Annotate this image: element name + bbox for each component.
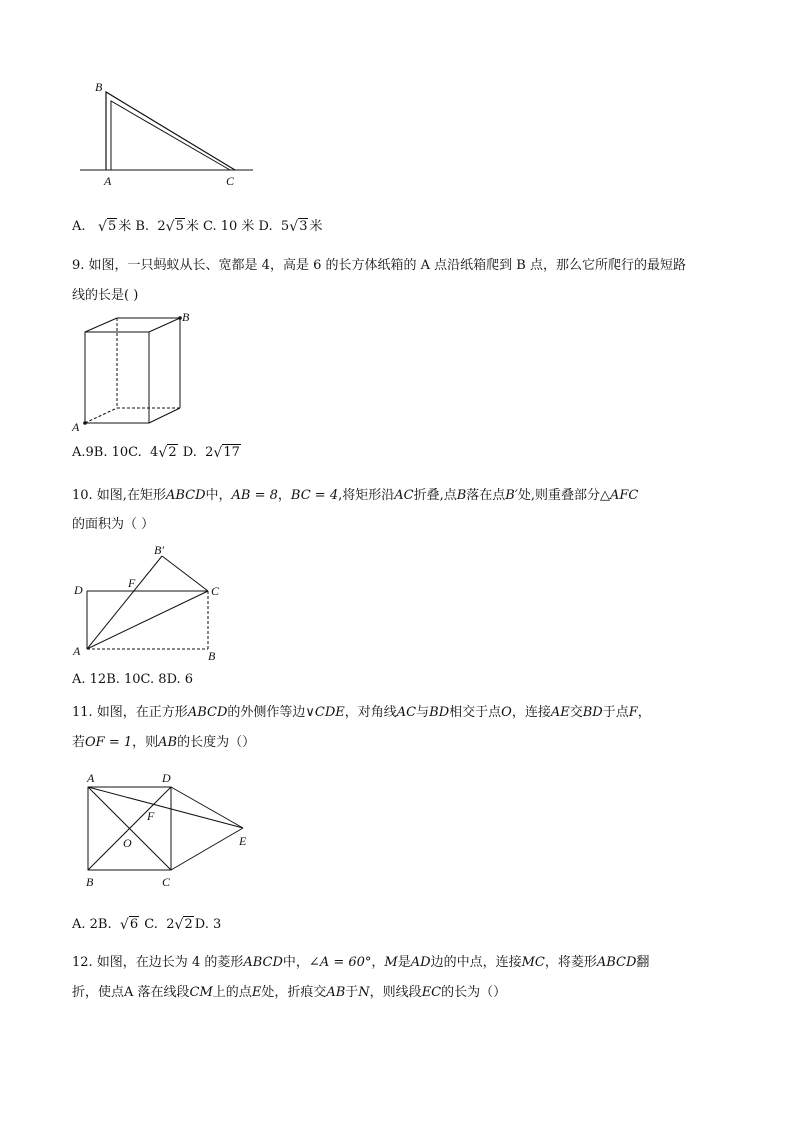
box-top-left <box>85 318 117 332</box>
q9-line1: 9. 如图，一只蚂蚁从长、宽都是 4，高是 6 的长方体纸箱的 A 点沿纸箱爬到 B 点，那么它所爬行的最短路 <box>72 258 686 273</box>
label-O: O <box>123 836 132 850</box>
label-B: B <box>86 875 94 889</box>
label-B: B <box>208 649 216 663</box>
seg-DE <box>171 787 243 828</box>
q11-line2: 若OF = 1，则AB的长度为（） <box>72 735 256 750</box>
figure-box <box>70 310 205 435</box>
figure-square-triangle <box>75 770 260 895</box>
seg-AC <box>87 591 208 649</box>
box-top-right <box>149 318 180 332</box>
label-B: B <box>182 310 190 324</box>
label-B: B <box>95 80 103 94</box>
label-A: A <box>72 420 80 434</box>
wall-outer <box>106 92 235 170</box>
q12-line2: 折，使点A 落在线段CM上的点E处，折痕交AB于N，则线段EC的长为（） <box>72 985 507 1000</box>
box-hidden-left <box>85 408 117 423</box>
label-E: E <box>239 834 247 848</box>
q10-line1: 10. 如图,在矩形ABCD中，AB = 8，BC = 4,将矩形沿AC折叠,点B落在点B′处,则重叠部分△AFC <box>72 488 639 503</box>
seg-BpC <box>162 556 208 591</box>
figure-ladder <box>75 75 265 190</box>
seg-ABp <box>87 556 162 649</box>
label-A: A <box>73 644 81 658</box>
wall-inner <box>111 101 230 170</box>
q11-line1: 11. 如图，在正方形ABCD的外侧作等边∨CDE，对角线AC与BD相交于点O，连接AE交BD于点F， <box>72 705 651 720</box>
seg-CE <box>171 828 243 870</box>
label-C: C <box>226 174 235 188</box>
label-D: D <box>74 583 83 597</box>
sqrt-d: √ 3 <box>289 219 308 234</box>
sqrt-b: √ 5 <box>166 219 185 234</box>
q11-options: A. 2B. √ 6 C. 2√ 2 D. 3 <box>72 915 221 935</box>
figure-fold-rectangle <box>70 540 230 665</box>
q10-line2: 的面积为（ ） <box>72 517 155 532</box>
label-D: D <box>162 771 171 785</box>
q10-options: A. 12B. 10C. 8D. 6 <box>72 672 194 687</box>
q8-options: A. √ 5 米 B. 2√ 5 米 C. 10 米 D. 5√ 3 米 <box>72 217 323 237</box>
q9-line2: 线的长是( ) <box>72 288 139 303</box>
label-A: A <box>87 771 95 785</box>
sqrt-b: √ 6 <box>120 917 139 932</box>
label-Bp: B′ <box>154 543 164 557</box>
label-A: A <box>104 174 112 188</box>
label-C: C <box>211 584 220 598</box>
sqrt-c: √ 2 <box>174 917 193 932</box>
label-F: F <box>147 809 155 823</box>
label-C: C <box>162 875 171 889</box>
q12-line1: 12. 如图，在边长为 4 的菱形ABCD中，∠A = 60°，M是AD边的中点，连接MC，将菱形ABCD翻 <box>72 955 650 970</box>
box-bottom-right <box>149 408 180 423</box>
sqrt-c: √ 2 <box>158 445 177 460</box>
sqrt-a: √ 5 <box>98 219 117 234</box>
label-F: F <box>128 576 136 590</box>
q9-options: A.9B. 10C. 4√ 2 D. 2√ 17 <box>72 443 242 463</box>
sqrt-d: √ 17 <box>213 445 241 460</box>
point-A <box>83 421 87 425</box>
